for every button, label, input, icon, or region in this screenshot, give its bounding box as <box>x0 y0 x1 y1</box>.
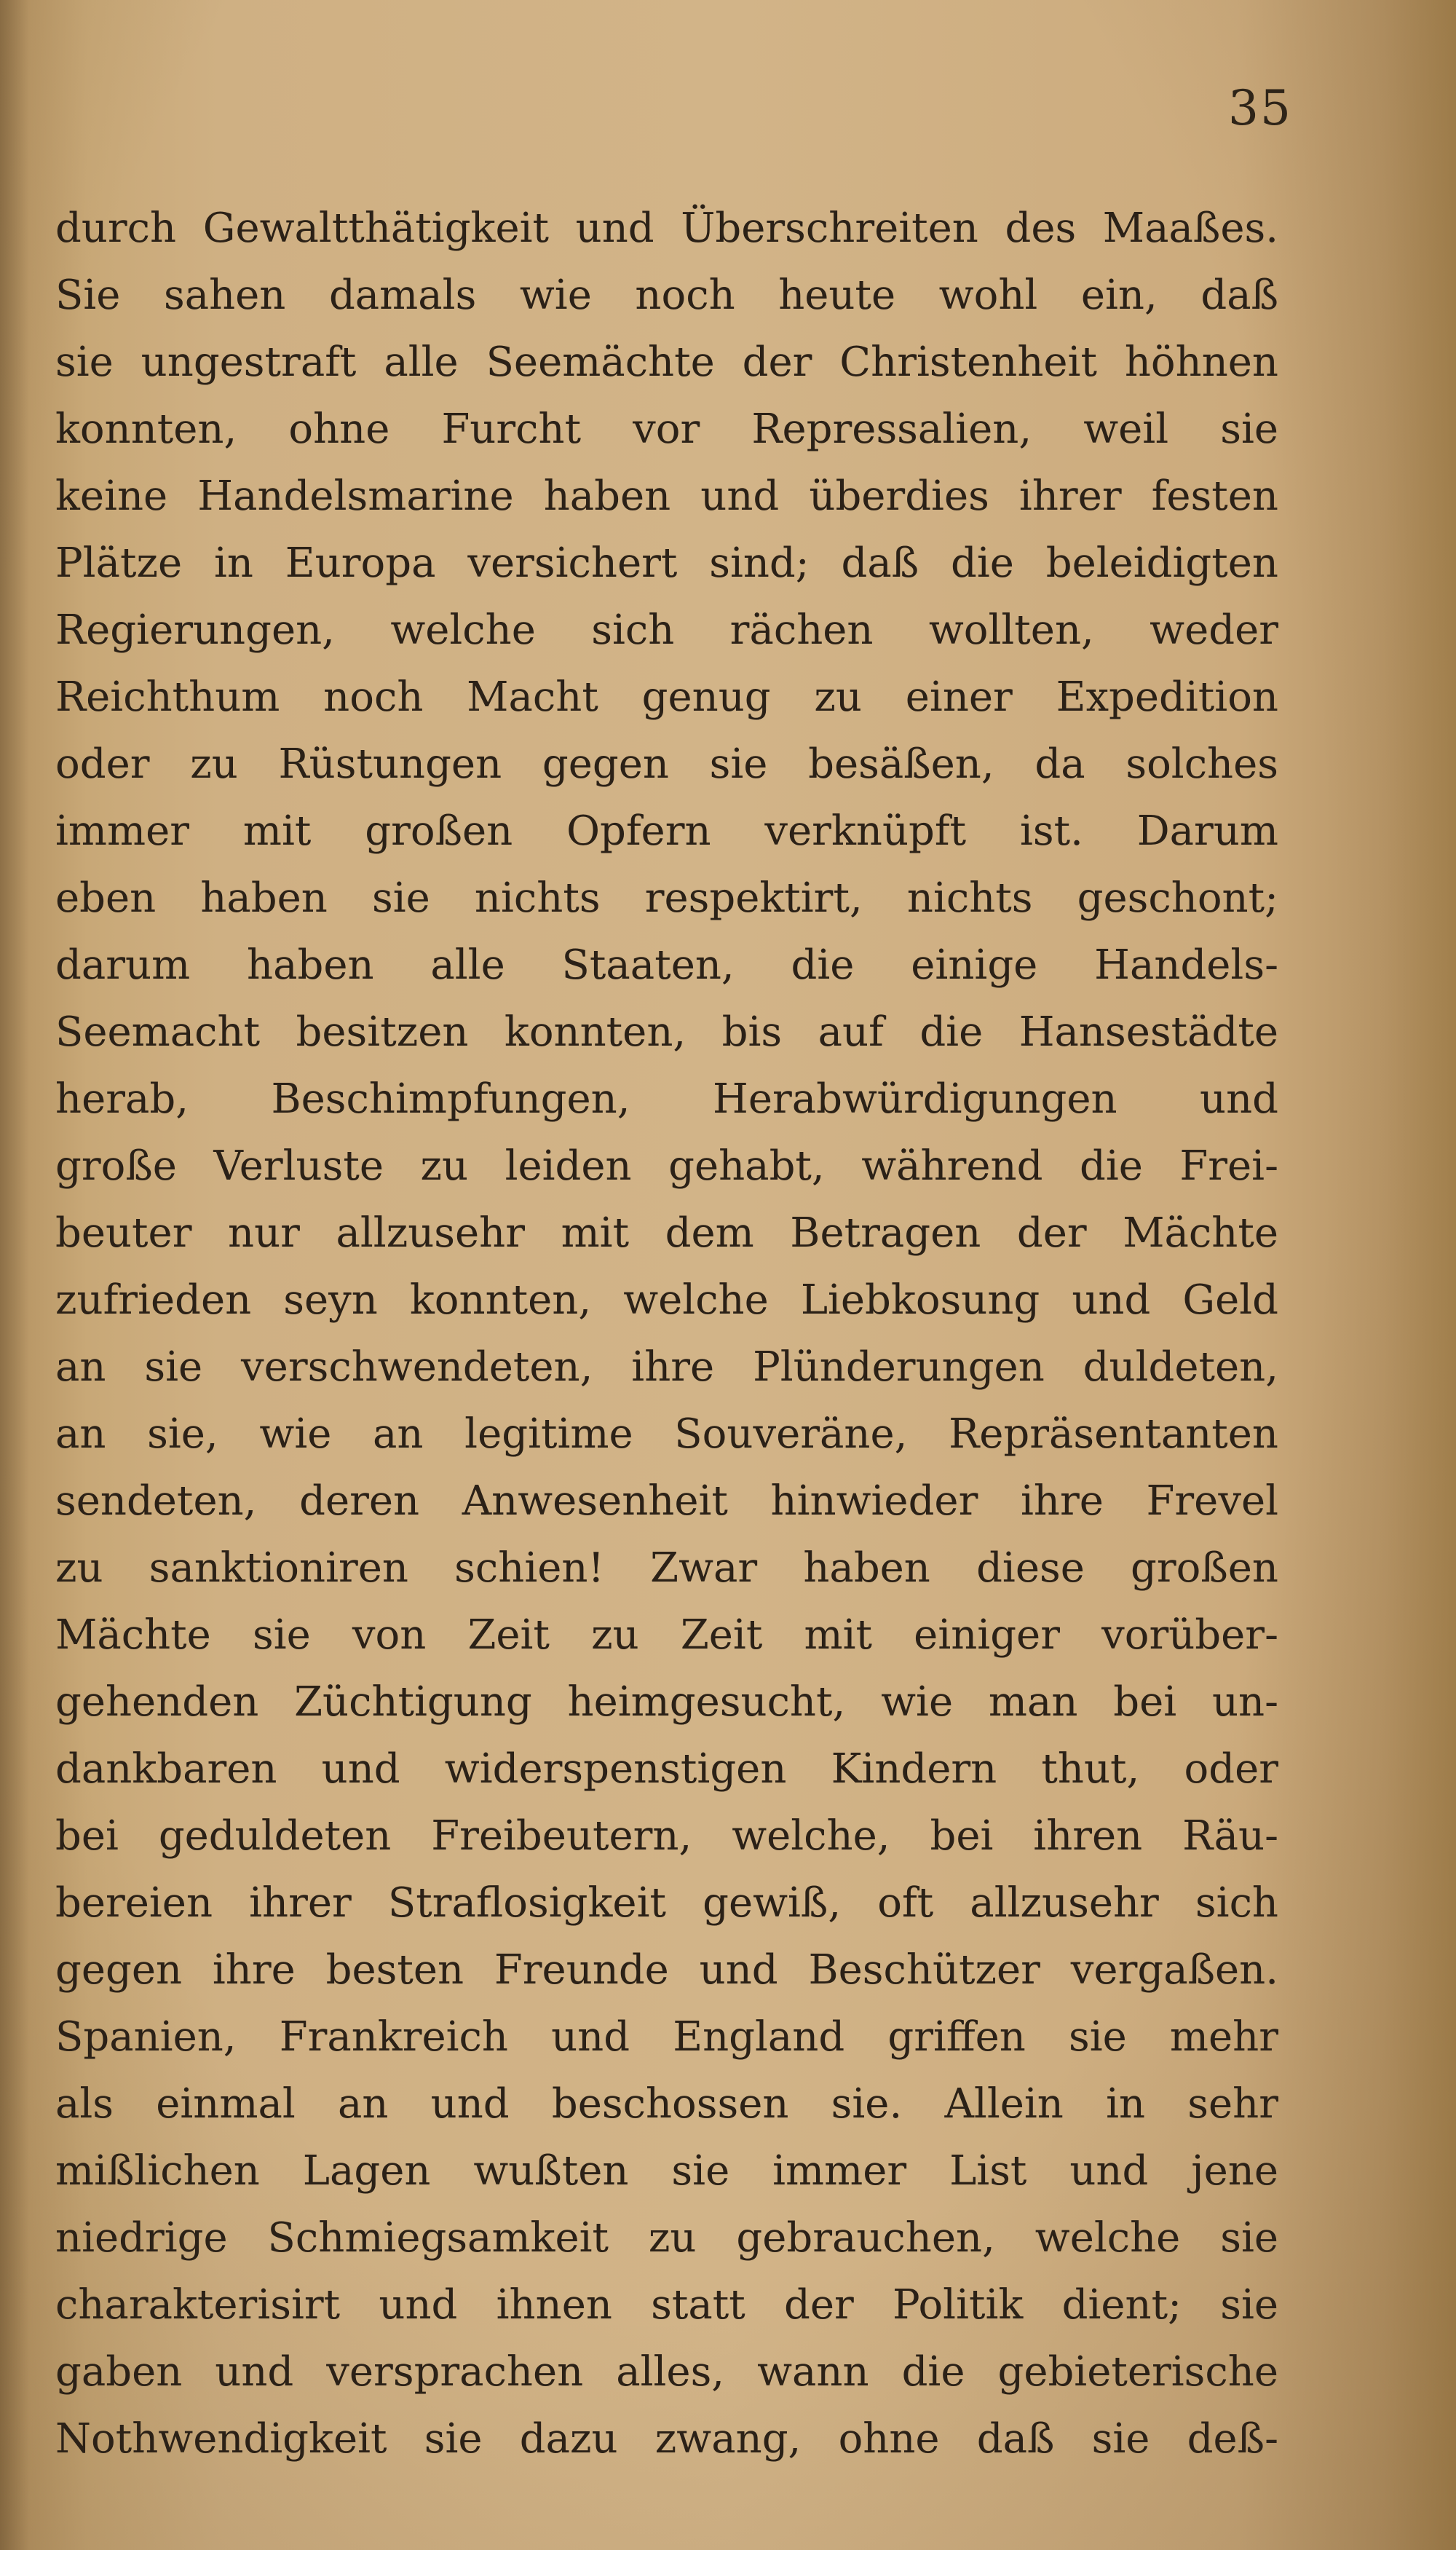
text-line: konnten, ohne Furcht vor Repressalien, weil sie <box>55 406 1278 453</box>
text-line: Regierungen, welche sich rächen wollten, weder <box>55 607 1278 654</box>
text-line: gaben und versprachen alles, wann die gebieterische <box>55 2348 1278 2396</box>
text-line: niedrige Schmiegsamkeit zu gebrauchen, welche sie <box>55 2214 1278 2262</box>
text-line: keine Handelsmarine haben und überdies ihrer festen <box>55 473 1278 520</box>
text-line: sendeten, deren Anwesenheit hinwieder ihre Frevel <box>55 1477 1278 1525</box>
text-line: darum haben alle Staaten, die einige Handels- <box>55 942 1278 989</box>
text-line: oder zu Rüstungen gegen sie besäßen, da solches <box>55 741 1278 788</box>
text-line: zu sanktioniren schien! Zwar haben diese großen <box>55 1544 1278 1592</box>
text-line: immer mit großen Opfern verknüpft ist. Darum <box>55 808 1278 855</box>
text-line: Spanien, Frankreich und England griffen sie mehr <box>55 2013 1278 2061</box>
text-line: große Verluste zu leiden gehabt, während die Frei- <box>55 1142 1278 1190</box>
text-line: Plätze in Europa versichert sind; daß die beleidigten <box>55 540 1278 587</box>
text-line: Seemacht besitzen konnten, bis auf die Hansestädte <box>55 1008 1278 1056</box>
text-line: Reichthum noch Macht genug zu einer Expedition <box>55 674 1278 721</box>
text-line: bei geduldeten Freibeutern, welche, bei ihren Räu- <box>55 1812 1278 1860</box>
text-line: herab, Beschimpfungen, Herabwürdigungen und <box>55 1075 1278 1123</box>
text-line: zufrieden seyn konnten, welche Liebkosung und Geld <box>55 1276 1278 1324</box>
text-line: Nothwendigkeit sie dazu zwang, ohne daß sie deß- <box>55 2415 1278 2463</box>
text-line: sie ungestraft alle Seemächte der Christenheit höhnen <box>55 339 1278 386</box>
text-line: gehenden Züchtigung heimgesucht, wie man bei un- <box>55 1678 1278 1726</box>
text-line: beuter nur allzusehr mit dem Betragen der Mächte <box>55 1209 1278 1257</box>
text-line: an sie verschwendeten, ihre Plünderungen duldeten, <box>55 1343 1278 1391</box>
body-text <box>55 195 1278 2473</box>
text-line: dankbaren und widerspenstigen Kindern thut, oder <box>55 1745 1278 1793</box>
text-line: durch Gewaltthätigkeit und Überschreiten des Maaßes. <box>55 205 1278 252</box>
text-line: gegen ihre besten Freunde und Beschützer vergaßen. <box>55 1946 1278 1994</box>
text-line: mißlichen Lagen wußten sie immer List und jene <box>55 2147 1278 2195</box>
text-line: charakterisirt und ihnen statt der Politik dient; sie <box>55 2281 1278 2329</box>
text-line: als einmal an und beschossen sie. Allein in sehr <box>55 2080 1278 2128</box>
text-line: an sie, wie an legitime Souveräne, Repräsentanten <box>55 1410 1278 1458</box>
page-number: 35 <box>1228 80 1292 136</box>
text-line: bereien ihrer Straflosigkeit gewiß, oft allzusehr sich <box>55 1879 1278 1927</box>
text-line: Sie sahen damals wie noch heute wohl ein, daß <box>55 272 1278 319</box>
text-line: Mächte sie von Zeit zu Zeit mit einiger vorüber- <box>55 1611 1278 1659</box>
text-line: eben haben sie nichts respektirt, nichts geschont; <box>55 875 1278 922</box>
